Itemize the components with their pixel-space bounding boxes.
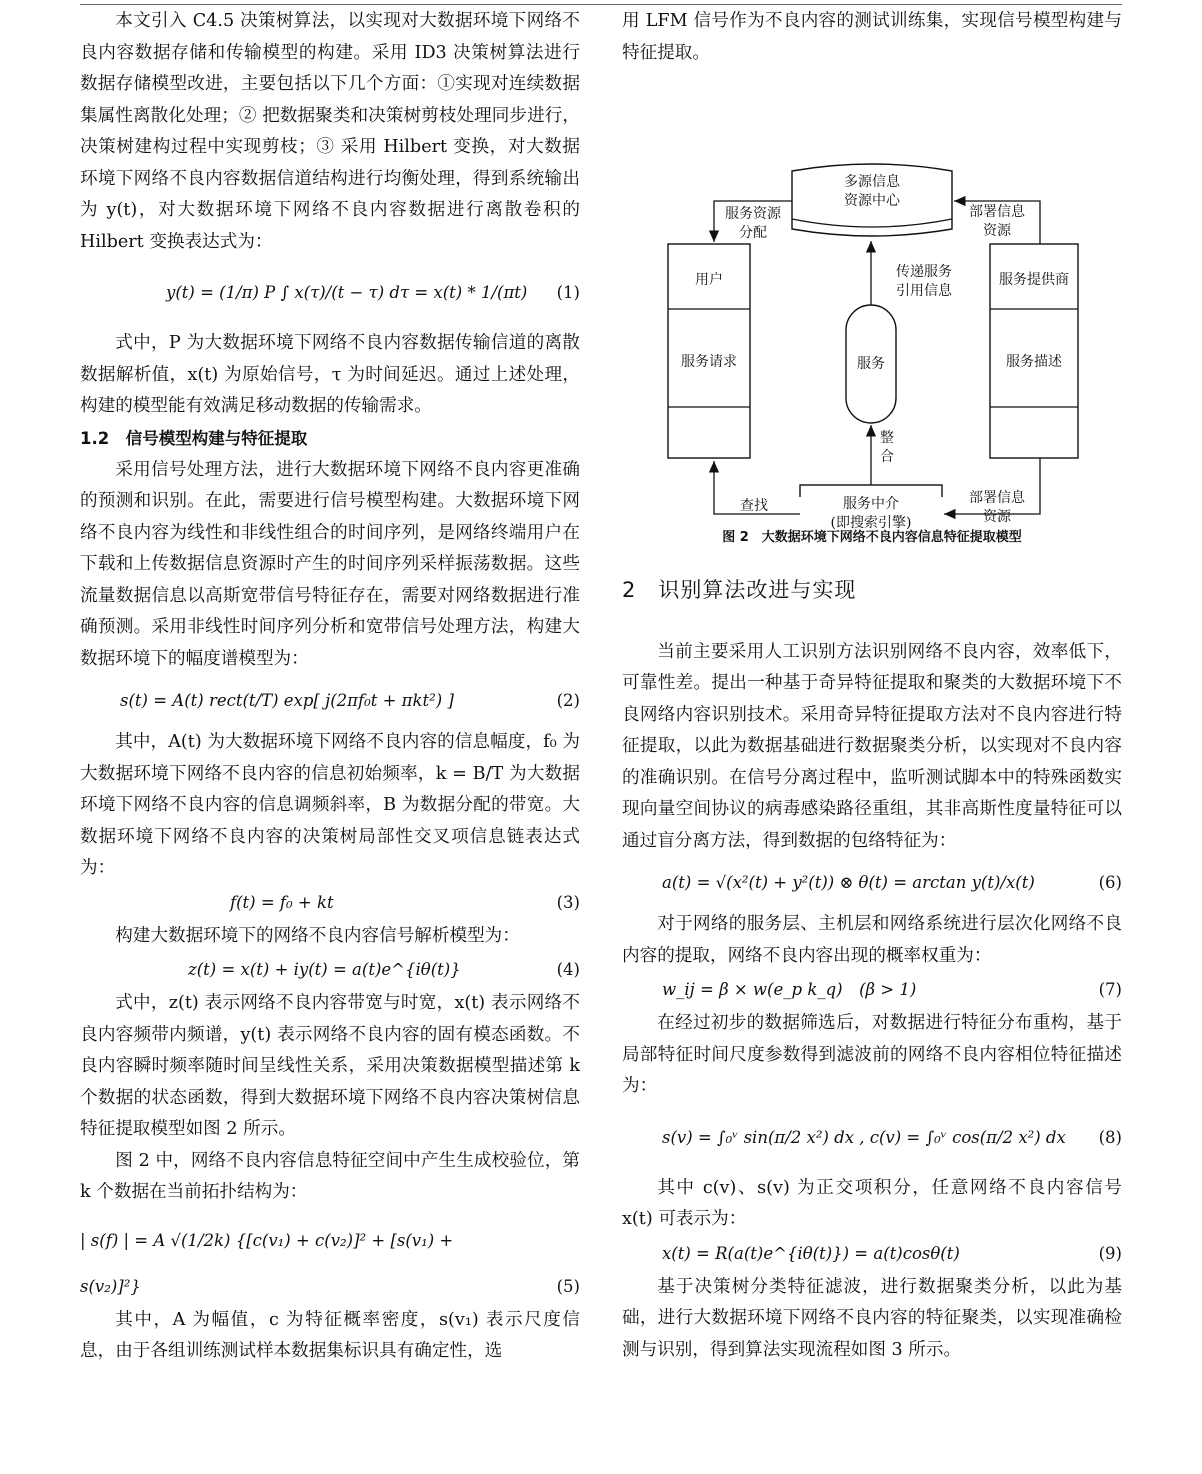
equation-number: (7) [1098, 980, 1122, 1000]
equation-body: s(v₂)]²} [80, 1276, 141, 1296]
equation-number: (5) [556, 1276, 580, 1296]
paragraph: 图 2 中，网络不良内容信息特征空间中产生生成校验位，第 k 个数据在当前拓扑结构为： [80, 1150, 580, 1202]
label-alloc: 服务资源 分配 [725, 206, 781, 241]
equation-body: a(t) = √(x²(t) + y²(t)) ⊗ θ(t) = arctan y(t)/x(t) [662, 873, 1035, 893]
equation-2 [80, 679, 580, 723]
label-service: 服务 [857, 356, 885, 372]
paragraph: 式中，z(t) 表示网络不良内容带宽与时宽，x(t) 表示网络不良内容频带内频谱，y(t) 表示网络不良内容的固有模态函数。不良内容瞬时频率随时间呈线性关系，采用决策数据模型描述第 k 个数据的状态函数，得到大数据环境下网络不良内容决策树信息特征提取模型如图 2 所示。 [80, 993, 580, 1139]
label-request: 服务请求 [681, 354, 737, 370]
paragraph: 式中，P 为大数据环境下网络不良内容数据传输信道的离散数据解析值，x(t) 为原始信号，τ 为时间延迟。通过上述处理，构建的模型能有效满足移动数据的传输需求。 [80, 333, 580, 416]
equation-body: s(v) = ∫₀ᵛ sin(π/2 x²) dx , c(v) = ∫₀ᵛ cos(π/2 x²) dx [662, 1127, 1066, 1147]
label-describe: 服务描述 [1006, 354, 1062, 370]
equation-1 [80, 262, 580, 324]
figure-caption: 图 2 大数据环境下网络不良内容信息特征提取模型 [722, 530, 1022, 545]
label-deploy-bottom: 部署信息 资源 [969, 490, 1025, 525]
label-transfer: 传递服务 引用信息 [896, 264, 952, 299]
equation-body: s(t) = A(t) rect(t/T) exp[ j(2πf₀t + πkt²) ] [120, 691, 454, 711]
equation-7 [622, 976, 1122, 1004]
equation-6 [622, 861, 1122, 905]
section-heading: 1.2 信号模型构建与特征提取 [80, 428, 308, 448]
label-resource-center: 多源信息 资源中心 [844, 174, 900, 209]
paragraph: 本文引入 C4.5 决策树算法，以实现对大数据环境下网络不良内容数据存储和传输模型的构建。采用 ID3 决策树算法进行数据存储模型改进，主要包括以下几个方面：①实现对连续数据集属性离散化处理；② 把数据聚类和决策树剪枝处理同步进行，决策树建构过程中实现剪枝；③ 采用 Hilbert 变换，对大数据环境下网络不良内容数据信道结构进行均衡处理，得到系统输出为 y(t)，对大数据环境下网络不良内容数据进行离散卷积的 Hilbert 变换表达式为： [80, 11, 580, 252]
equation-4 [80, 956, 580, 984]
equation-5-cont [80, 1273, 580, 1301]
equation-number: (1) [556, 283, 580, 303]
paragraph: 对于网络的服务层、主机层和网络系统进行层次化网络不良内容的提取，网络不良内容出现的概率权重为： [622, 914, 1122, 966]
equation-number: (3) [556, 892, 580, 912]
paragraph: 其中 c(v)、s(v) 为正交项积分，任意网络不良内容信号 x(t) 可表示为： [622, 1177, 1122, 1229]
equation-body: z(t) = x(t) + iy(t) = a(t)e^{iθ(t)} [188, 960, 461, 980]
label-user: 用户 [695, 272, 723, 288]
paragraph: 采用信号处理方法，进行大数据环境下网络不良内容更准确的预测和识别。在此，需要进行信号模型构建。大数据环境下网络不良内容为线性和非线性组合的时间序列，是网络终端用户在下载和上传数据信息资源时产生的时间序列采样振荡数据。这些流量数据信息以高斯宽带信号特征存在，需要对网络数据进行准确预测。采用非线性时间序列分析和宽带信号处理方法，构建大数据环境下的幅度谱模型为： [80, 459, 580, 669]
equation-number: (9) [1098, 1243, 1122, 1263]
label-broker: 服务中介 (即搜索引擎) [830, 496, 912, 531]
right-column [622, 6, 1122, 1366]
paragraph: 当前主要采用人工识别方法识别网络不良内容，效率低下，可靠性差。提出一种基于奇异特征提取和聚类的大数据环境下不良网络内容识别技术。采用奇异特征提取方法对不良内容进行特征提取，以此为数据基础进行数据聚类分析，以实现对不良内容的准确识别。在信号分离过程中，监听测试脚本中的特殊函数实现向量空间协议的病毒感染路径重组，其非高斯性度量特征可以通过盲分离方法，得到数据的包络特征为： [622, 641, 1122, 851]
label-integrate: 整 合 [880, 430, 894, 465]
equation-number: (4) [556, 960, 580, 980]
equation-number: (8) [1098, 1127, 1122, 1147]
equation-3 [80, 889, 580, 917]
equation-body: f(t) = f₀ + kt [230, 892, 334, 912]
equation-9 [622, 1240, 1122, 1268]
paragraph: 用 LFM 信号作为不良内容的测试训练集，实现信号模型构建与特征提取。 [622, 11, 1122, 63]
paragraph: 构建大数据环境下的网络不良内容信号解析模型为： [115, 925, 520, 946]
label-provider: 服务提供商 [999, 272, 1069, 288]
paragraph: 其中，A 为幅值，c 为特征概率密度，s(v₁) 表示尺度信息，由于各组训练测试样本数据集标识具有确定性，选 [80, 1309, 580, 1361]
paragraph: 在经过初步的数据筛选后，对数据进行特征分布重构，基于局部特征时间尺度参数得到滤波前的网络不良内容相位特征描述为： [622, 1013, 1122, 1096]
section-heading: 2 识别算法改进与实现 [622, 578, 857, 602]
equation-body: w_ij = β × w(e_p k_q) (β > 1) [662, 980, 917, 1000]
top-rule [80, 4, 1122, 5]
equation-body: | s(f) | = A √(1/2k) {[c(v₁) + c(v₂)]² + [s(v₁) + [80, 1230, 454, 1250]
label-deploy-top: 部署信息 资源 [969, 204, 1025, 239]
equation-5 [80, 1213, 580, 1269]
equation-body: y(t) = (1/π) P ∫ x(τ)/(t − τ) dτ = x(t) * 1/(πt) [166, 283, 528, 303]
equation-number: (2) [556, 691, 580, 711]
left-column [80, 6, 580, 1368]
figure-2 [622, 77, 1122, 531]
paragraph: 基于决策树分类特征滤波，进行数据聚类分析，以此为基础，进行大数据环境下网络不良内容的特征聚类，以实现准确检测与识别，得到算法实现流程如图 3 所示。 [622, 1276, 1122, 1360]
equation-body: x(t) = R(a(t)e^{iθ(t)}) = a(t)cosθ(t) [662, 1243, 960, 1263]
label-find: 查找 [740, 498, 768, 514]
equation-8 [622, 1107, 1122, 1169]
paragraph: 其中，A(t) 为大数据环境下网络不良内容的信息幅度，f₀ 为大数据环境下网络不良内容的信息初始频率，k = B/T 为大数据环境下网络不良内容的信息调频斜率，B 为数据分配的带宽。大数据环境下网络不良内容的决策树局部性交叉项信息链表达式为： [80, 732, 580, 878]
equation-number: (6) [1098, 873, 1122, 893]
